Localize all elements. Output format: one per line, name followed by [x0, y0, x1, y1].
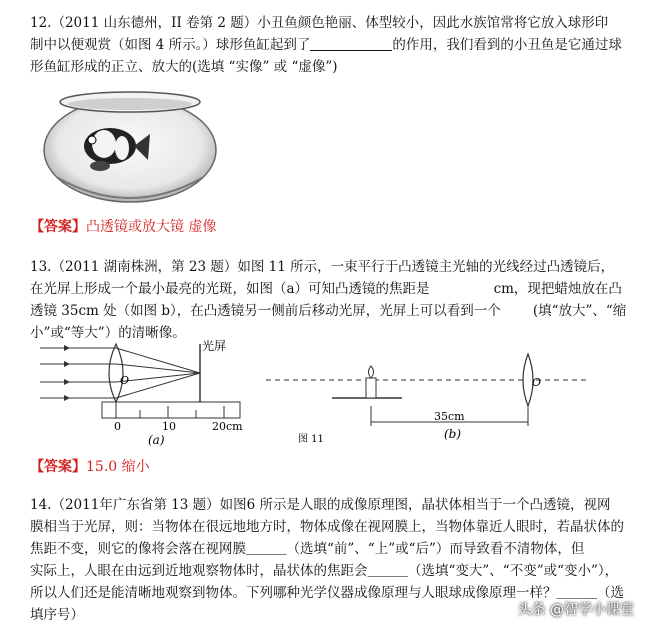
lens-center-label: O: [532, 376, 542, 389]
q14-line-4: 实际上，人眼在由远到近地观察物体时，晶状体的焦距会＿＿＿（选填“变大”、“不变”或“变小”），: [30, 563, 619, 579]
q12-line-1: 12.（2011 山东德州，II 卷第 2 题）小丑鱼颜色艳丽、体型较小，因此水族馆常将它放入球形印: [30, 15, 609, 31]
q13-answer: 【答案】15.0 缩小: [30, 459, 150, 475]
caption-b: (b): [444, 427, 462, 441]
watermark: 头条 @智学小课堂: [517, 602, 634, 618]
figure-11a: [30, 340, 250, 448]
q13-line-1: 13.（2011 湖南株洲，第 23 题）如图 11 所示，一束平行于凸透镜主光轴的光线经过凸透镜后，: [30, 259, 615, 275]
q13-line-3: 透镜 35cm 处（如图 b），在凸透镜另一侧前后移动光屏，光屏上可以看到一个 (填“放大”、“缩: [30, 303, 627, 319]
ruler-10: 10: [162, 420, 176, 433]
optical-center-label: O: [120, 374, 130, 387]
q13-line-4: 小”或“等大”）的清晰像。: [30, 325, 186, 341]
question-12: [30, 12, 622, 78]
figure-11b: [262, 340, 592, 448]
q12-line-2: 制中以便观赏（如图 4 所示。）球形鱼缸起到了 的作用，我们看到的小丑鱼是它通过球: [30, 37, 622, 53]
question-13: [30, 256, 626, 344]
q14-line-5: 所以人们还是能清晰地观察到物体。下列哪种光学仪器成像原理与人眼球成像原理一样？＿＿＿（选: [30, 585, 624, 601]
q14-line-1: 14.（2011年广东省第 13 题）如图6 所示是人眼的成像原理图，晶状体相当于一个凸透镜，视网: [30, 497, 611, 513]
q14-line-2: 膜相当于光屏，则：当物体在很远地地方时，物体成像在视网膜上，当物体靠近人眼时，若晶状体的: [30, 519, 624, 535]
screen-label: 光屏: [202, 340, 227, 353]
fishbowl-figure: [40, 88, 220, 206]
caption-a: (a): [148, 433, 165, 447]
q13-line-2: 在光屏上形成一个最小最亮的光斑，如图（a）可知凸透镜的焦距是 cm，现把蜡烛放在凸: [30, 281, 622, 297]
q14-line-6: 填序号）: [30, 607, 84, 623]
q12-answer: 【答案】凸透镜或放大镜 虚像: [30, 219, 217, 235]
answer-blank: [310, 36, 392, 51]
q14-line-3: 焦距不变，则它的像将会落在视网膜＿＿＿（选填“前”、“上”或“后”）而导致看不清物体，但: [30, 541, 585, 557]
q12-line-3: 形鱼缸形成的正立、放大的(选填 “实像” 或 “虚像”): [30, 59, 338, 75]
ruler-0: 0: [114, 420, 121, 433]
figure-number: 图 11: [298, 434, 324, 445]
ruler-20: 20cm: [212, 420, 243, 433]
distance-label: 35cm: [434, 410, 465, 423]
